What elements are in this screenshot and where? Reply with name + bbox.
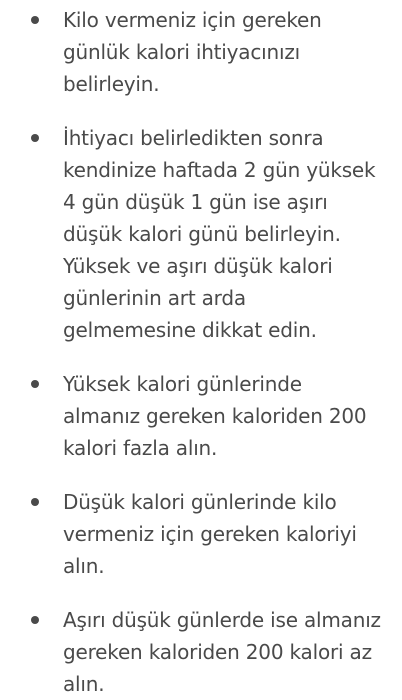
bullet-icon: [31, 16, 39, 24]
bullet-icon: [31, 134, 39, 142]
bullet-icon: [31, 616, 39, 624]
bullet-icon: [31, 380, 39, 388]
list-item-text: Kilo vermeniz için gereken günlük kalori ihtiyacınızı belirleyin.: [63, 8, 322, 96]
list-item-text: Yüksek kalori günlerinde almanız gereken kaloriden 200 kalori fazla alın.: [63, 372, 367, 460]
bullet-icon: [31, 498, 39, 506]
list-item: [31, 486, 384, 582]
list-item: [31, 368, 384, 464]
list-item: [31, 122, 384, 346]
list-item-text: Aşırı düşük günlerde ise almanız gereken kaloriden 200 kalori az alın.: [63, 608, 381, 696]
list-item: [31, 604, 384, 700]
list-item: [31, 4, 384, 100]
list-item-text: Düşük kalori günlerinde kilo vermeniz için gereken kaloriyi alın.: [63, 490, 357, 578]
list-item-text: İhtiyacı belirledikten sonra kendinize haftada 2 gün yüksek 4 gün düşük 1 gün ise aşırı düşük kalori günü belirleyin. Yüksek ve aşırı düşük kalori günlerinin art arda gelmemesine dikkat edin.: [63, 126, 376, 342]
